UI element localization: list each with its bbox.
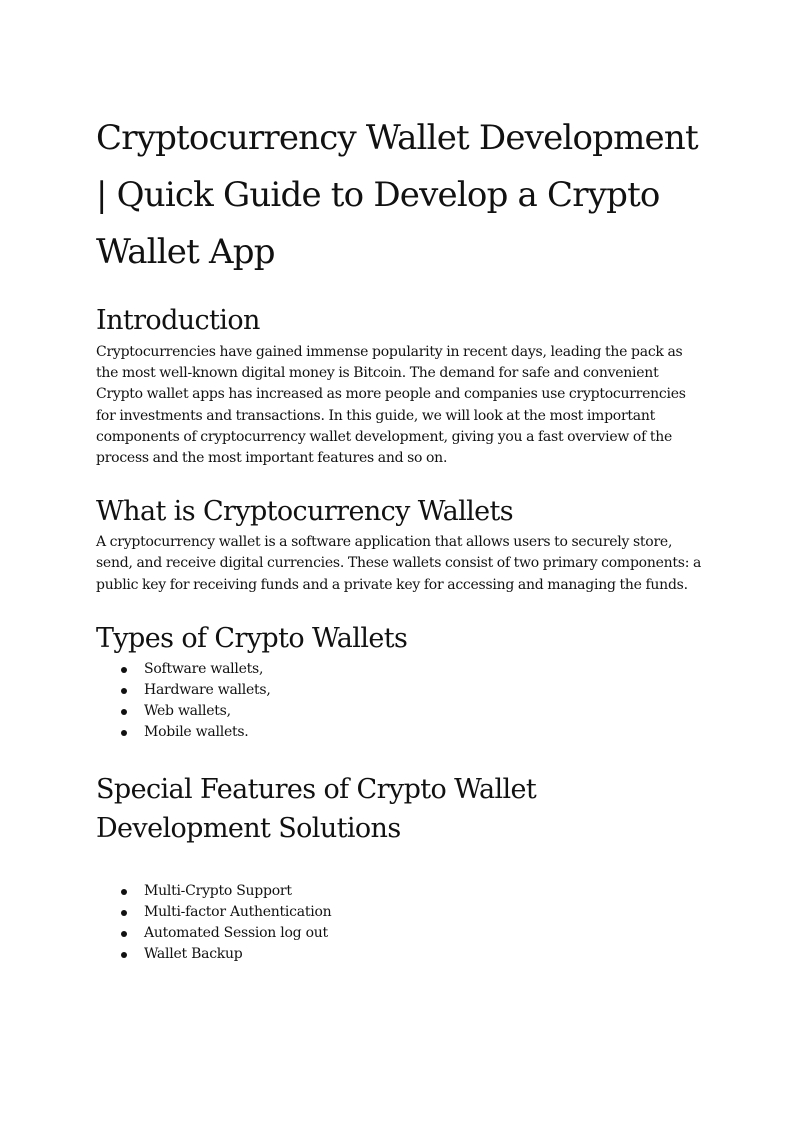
list-item-text: Web wallets, — [144, 703, 231, 720]
list-item — [96, 722, 706, 743]
bullet-icon — [121, 931, 127, 937]
section-heading-introduction: Introduction — [96, 305, 260, 336]
wallet-types-list — [96, 659, 706, 744]
list-item-text: Software wallets, — [144, 660, 264, 677]
bullet-icon — [121, 952, 127, 958]
section-heading-wallet-types: Types of Crypto Wallets — [96, 622, 408, 654]
list-item — [96, 659, 706, 680]
list-item-text: Hardware wallets, — [144, 682, 271, 699]
bullet-icon — [121, 667, 127, 673]
list-item — [96, 881, 706, 902]
list-item — [96, 701, 706, 722]
list-item — [96, 680, 706, 701]
bullet-icon — [121, 730, 127, 736]
what-is-wallet-paragraph: A cryptocurrency wallet is a software application that allows users to securely store, send, and receive digital currencies. These wallets consist of two primary components: a public key for receiving funds and a private key for accessing and managing the funds. — [96, 534, 702, 593]
list-item-text: Mobile wallets. — [144, 724, 249, 741]
bullet-icon — [121, 889, 127, 895]
introduction-paragraph: Cryptocurrencies have gained immense popularity in recent days, leading the pack as the most well-known digital money is Bitcoin. The demand for safe and convenient Crypto wallet apps has increased as more people and companies use cryptocurrencies for investments and transactions. In this guide, we will look at the most important components of cryptocurrency wallet development, giving you a fast overview of the process and the most important features and so on. — [96, 344, 686, 467]
special-features-list — [96, 881, 706, 966]
bullet-icon — [121, 910, 127, 916]
bullet-icon — [121, 709, 127, 715]
list-item — [96, 902, 706, 923]
section-heading-what-is-wallet: What is Cryptocurrency Wallets — [96, 496, 514, 528]
document-title: Cryptocurrency Wallet Development | Quick Guide to Develop a Crypto Wallet App — [96, 118, 698, 272]
document-page — [96, 110, 706, 965]
list-item-text: Automated Session log out — [144, 925, 328, 942]
list-item-text: Wallet Backup — [144, 946, 243, 963]
list-item-text: Multi-factor Authentication — [144, 903, 332, 920]
section-heading-special-features: Special Features of Crypto Wallet Development Solutions — [96, 773, 537, 844]
list-item — [96, 944, 706, 965]
list-item — [96, 923, 706, 944]
bullet-icon — [121, 688, 127, 694]
list-item-text: Multi-Crypto Support — [144, 882, 292, 899]
